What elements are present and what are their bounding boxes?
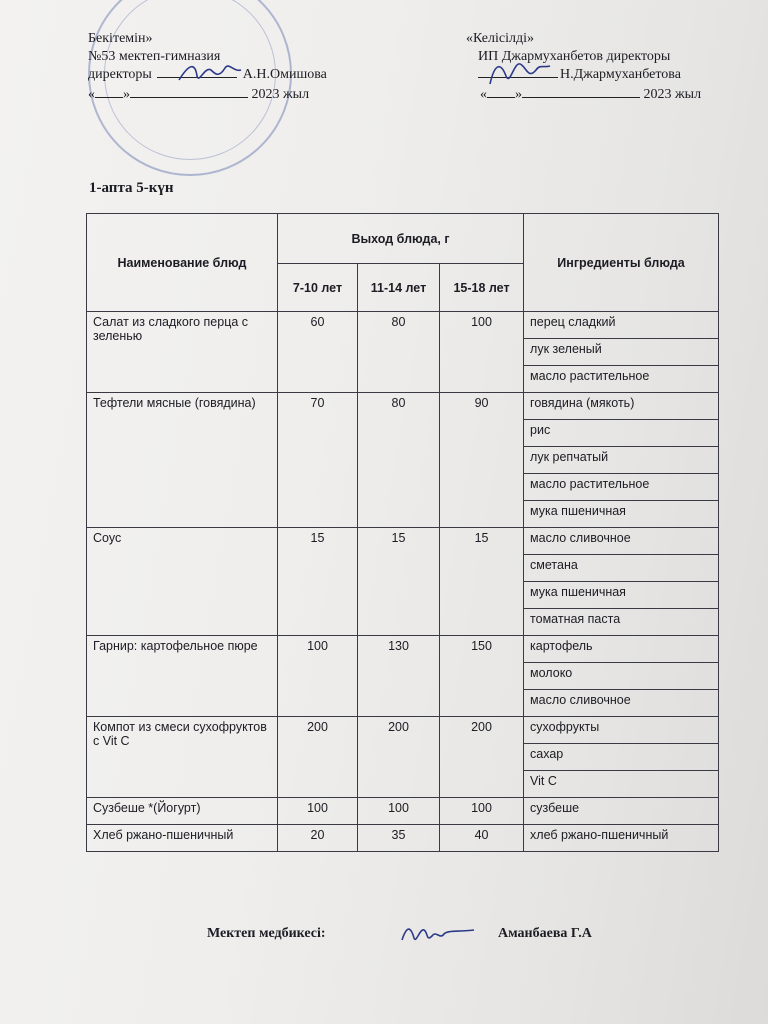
agreed-label: «Келісілді» (466, 31, 534, 46)
ingredient: рис (524, 420, 719, 447)
ingredient: перец сладкий (524, 312, 719, 339)
ingredient: масло сливочное (524, 528, 719, 555)
ingredient: сухофрукты (524, 717, 719, 744)
portion-weight: 200 (358, 717, 440, 798)
ingredient: сузбеше (524, 798, 719, 825)
quote-open: « (88, 87, 95, 102)
portion-weight: 15 (278, 528, 358, 636)
table-row (87, 798, 719, 825)
ingredient: сметана (524, 555, 719, 582)
table-row (87, 717, 719, 744)
ingredient: молоко (524, 663, 719, 690)
right-year: 2023 жыл (643, 87, 702, 102)
dish-name: Тефтели мясные (говядина) (87, 393, 278, 528)
ingredient: Vit C (524, 771, 719, 798)
ingredient: масло растительное (524, 474, 719, 501)
age-group-header: 7-10 лет (278, 264, 358, 312)
ingredient: хлеб ржано-пшеничный (524, 825, 719, 852)
portion-weight: 40 (440, 825, 524, 852)
menu-table-body (87, 312, 719, 852)
dish-name: Гарнир: картофельное пюре (87, 636, 278, 717)
portion-weight: 80 (358, 312, 440, 393)
left-signature-icon (175, 58, 245, 88)
ingredient: лук репчатый (524, 447, 719, 474)
ingredient: сахар (524, 744, 719, 771)
portion-weight: 100 (278, 636, 358, 717)
dish-name: Салат из сладкого перца с зеленью (87, 312, 278, 393)
day-blank (487, 97, 515, 98)
portion-weight: 80 (358, 393, 440, 528)
director-label: директоры (88, 67, 152, 82)
portion-weight: 100 (358, 798, 440, 825)
month-blank (130, 97, 248, 98)
portion-weight: 200 (278, 717, 358, 798)
left-date-line (88, 86, 309, 103)
portion-weight: 130 (358, 636, 440, 717)
ingredient: масло сливочное (524, 690, 719, 717)
portion-weight: 150 (440, 636, 524, 717)
ingredient: мука пшеничная (524, 582, 719, 609)
portion-weight: 100 (440, 798, 524, 825)
portion-weight: 20 (278, 825, 358, 852)
quote-close: » (515, 87, 522, 102)
right-signature-icon (484, 56, 554, 90)
dish-name: Соус (87, 528, 278, 636)
nurse-name: Аманбаева Г.А (498, 926, 592, 941)
month-blank (522, 97, 640, 98)
ingredient: лук зеленый (524, 339, 719, 366)
company-director-label: ИП Джармуханбетов директоры (478, 49, 671, 64)
ingredient: картофель (524, 636, 719, 663)
school-name: №53 мектеп-гимназия (88, 49, 221, 64)
age-group-header: 15-18 лет (440, 264, 524, 312)
quote-open: « (480, 87, 487, 102)
table-row (87, 528, 719, 555)
ingredient: мука пшеничная (524, 501, 719, 528)
dish-name: Компот из смеси сухофруктов с Vit C (87, 717, 278, 798)
portion-weight: 90 (440, 393, 524, 528)
col-header-name: Наименование блюд (87, 214, 278, 312)
portion-weight: 15 (440, 528, 524, 636)
table-row (87, 393, 719, 420)
portion-weight: 200 (440, 717, 524, 798)
menu-table (86, 213, 719, 852)
portion-weight: 35 (358, 825, 440, 852)
col-header-ingredients: Ингредиенты блюда (524, 214, 719, 312)
dish-name: Хлеб ржано-пшеничный (87, 825, 278, 852)
approve-label: Бекітемін» (88, 31, 153, 46)
table-row (87, 825, 719, 852)
portion-weight: 100 (278, 798, 358, 825)
table-row (87, 636, 719, 663)
portion-weight: 70 (278, 393, 358, 528)
table-row (87, 312, 719, 339)
left-year: 2023 жыл (251, 87, 310, 102)
portion-weight: 15 (358, 528, 440, 636)
left-director-name: А.Н.Омишова (242, 67, 327, 82)
ingredient: говядина (мякоть) (524, 393, 719, 420)
nurse-label: Мектеп медбикесі: (207, 926, 326, 941)
ingredient: масло растительное (524, 366, 719, 393)
quote-close: » (123, 87, 130, 102)
nurse-signature-icon (398, 918, 478, 950)
portion-weight: 60 (278, 312, 358, 393)
col-header-output: Выход блюда, г (278, 214, 524, 264)
right-director-name: Н.Джармуханбетова (560, 67, 681, 82)
ingredient: томатная паста (524, 609, 719, 636)
portion-weight: 100 (440, 312, 524, 393)
day-blank (95, 97, 123, 98)
dish-name: Сузбеше *(Йогурт) (87, 798, 278, 825)
week-day-heading: 1-апта 5-күн (89, 180, 174, 196)
age-group-header: 11-14 лет (358, 264, 440, 312)
